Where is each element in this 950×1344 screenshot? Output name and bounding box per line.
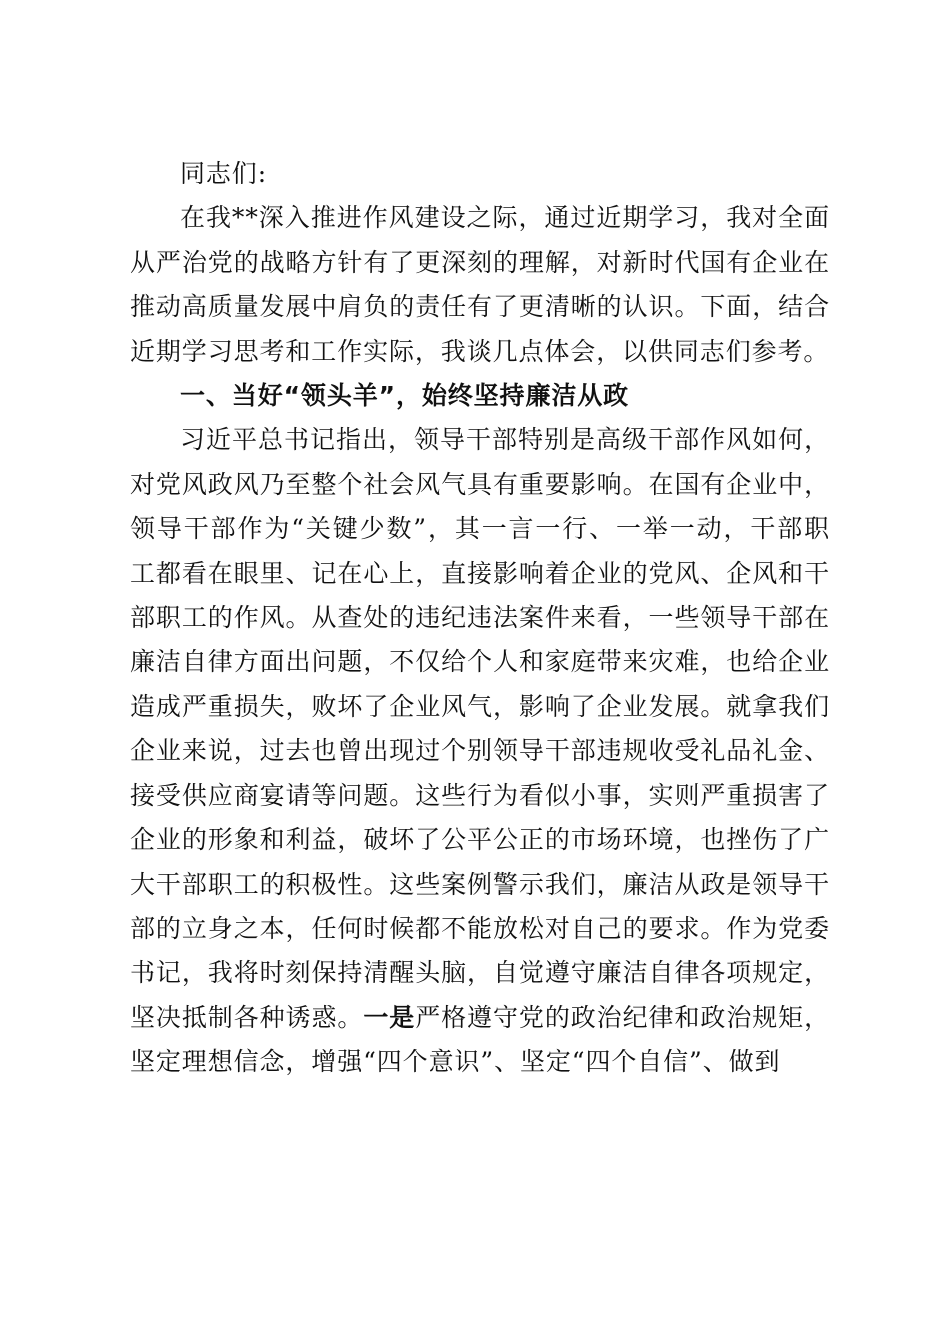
section-heading-1: 一、当好“领头羊”，始终坚持廉洁从政: [180, 381, 630, 411]
point-1-label: 一是: [363, 1002, 416, 1032]
intro-paragraph: 在我**深入推进作风建设之际，通过近期学习，我对全面从严治党的战略方针有了更深刻的理解，对新时代国有企业在推动高质量发展中肩负的责任有了更清晰的认识。下面，结合近期学习思考和工作实际，我谈几点体会，以供同志们参考。: [130, 203, 830, 366]
point-1-text: 严格遵守党的政治纪律和政治规矩，坚定理想信念，增强“四个意识”、坚定“四个自信”、做到: [130, 1002, 830, 1077]
section-1-paragraph: [130, 418, 830, 1084]
section-1-body-text: 习近平总书记指出，领导干部特别是高级干部作风如何，对党风政风乃至整个社会风气具有重要影响。在国有企业中，领导干部作为“关键少数”，其一言一行、一举一动，干部职工都看在眼里、记在心上，直接影响着企业的党风、企风和干部职工的作风。从查处的违纪违法案件来看，一些领导干部在廉洁自律方面出问题，不仅给个人和家庭带来灾难，也给企业造成严重损失，败坏了企业风气，影响了企业发展。就拿我们企业来说，过去也曾出现过个别领导干部违规收受礼品礼金、接受供应商宴请等问题。这些行为看似小事，实则严重损害了企业的形象和利益，破坏了公平公正的市场环境，也挫伤了广大干部职工的积极性。这些案例警示我们，廉洁从政是领导干部的立身之本，任何时候都不能放松对自己的要求。作为党委书记，我将时刻保持清醒头脑，自觉遵守廉洁自律各项规定，坚决抵制各种诱惑。: [130, 425, 830, 1032]
document-body: [130, 152, 830, 1085]
salutation: 同志们:: [180, 159, 268, 188]
